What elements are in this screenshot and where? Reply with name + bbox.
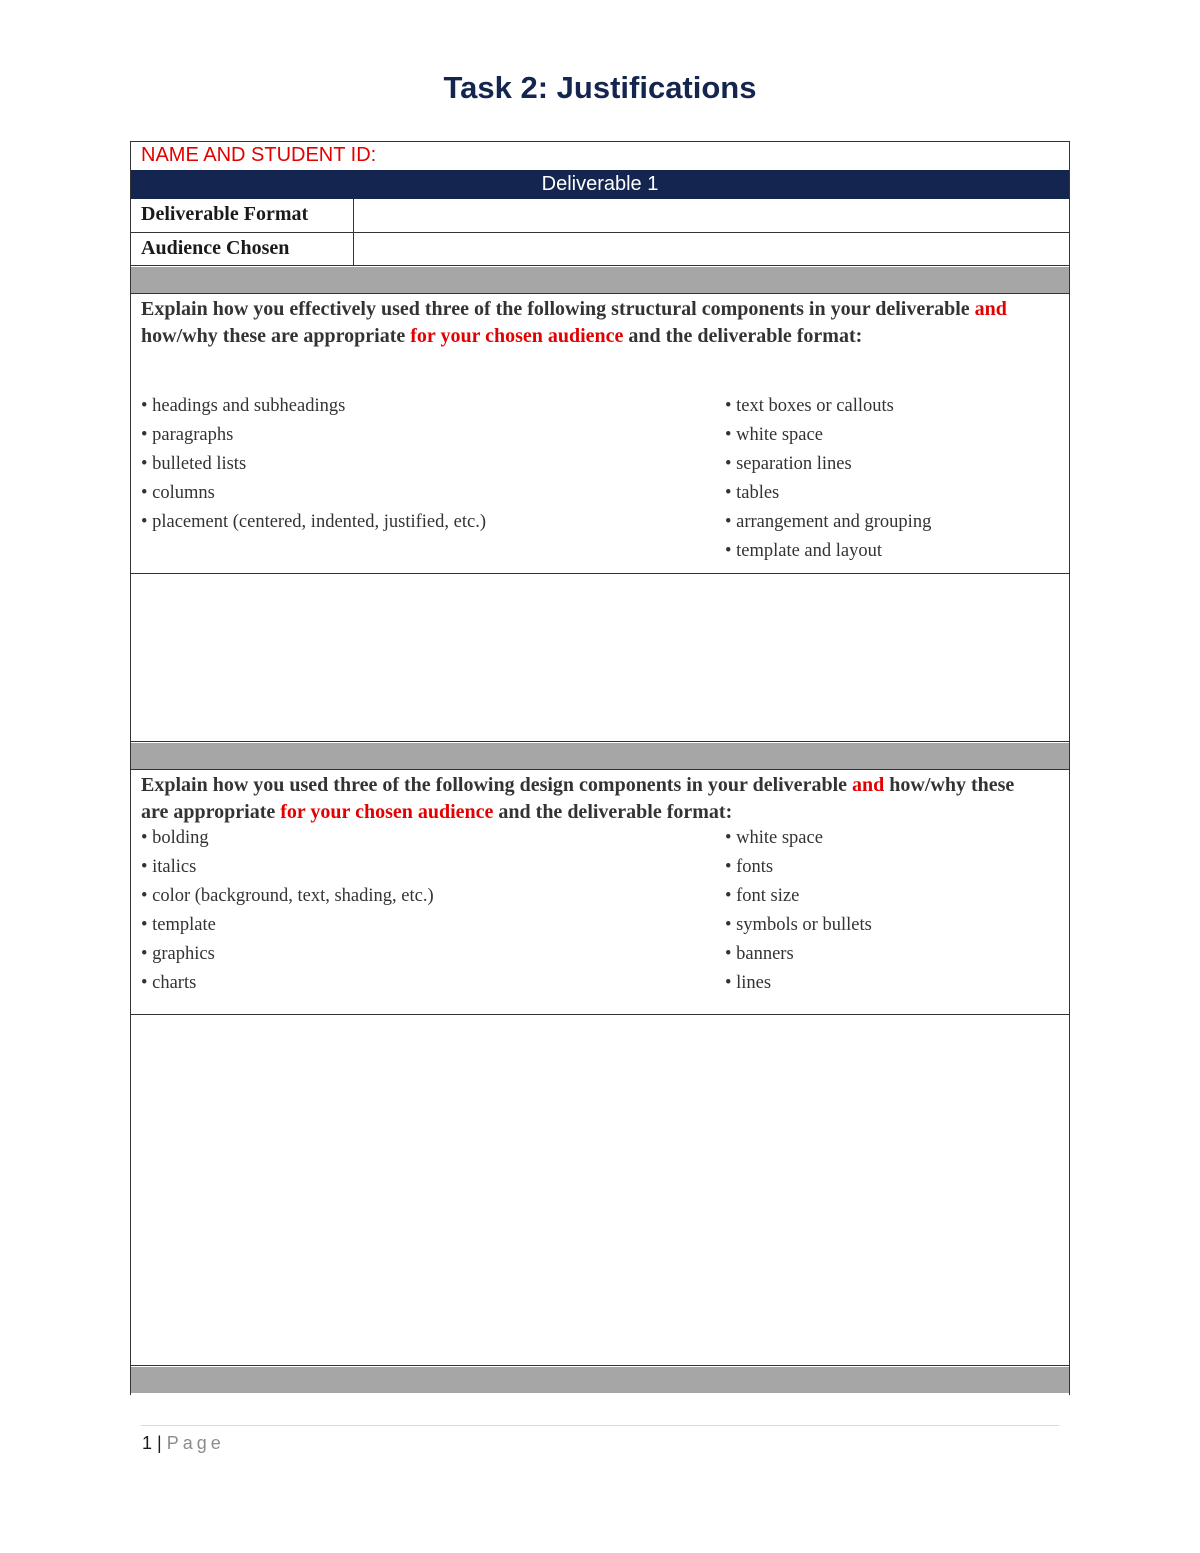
prompt-text: Explain how you used three of the following design components in your deliverable [141, 774, 852, 796]
name-student-id-label: NAME AND STUDENT ID: [141, 144, 377, 166]
list-item: • graphics [141, 940, 434, 969]
section-separator-bar [131, 1367, 1069, 1393]
list-item: • columns [141, 479, 486, 508]
prompt-text: Explain how you effectively used three of the following structural components in your deliverable [141, 298, 975, 320]
structural-list-left [141, 392, 486, 537]
page-number: 1 [142, 1433, 153, 1453]
list-item: • symbols or bullets [725, 911, 872, 940]
deliverable-header: Deliverable 1 [131, 170, 1069, 199]
list-item: • text boxes or callouts [725, 392, 931, 421]
page-word: Page [166, 1433, 225, 1453]
page-footer [142, 1433, 225, 1454]
design-components-prompt [141, 772, 1041, 826]
row-divider [131, 1365, 1069, 1366]
section-separator-bar [131, 267, 1069, 293]
list-item: • font size [725, 882, 872, 911]
list-item: • template and layout [725, 537, 931, 566]
row-divider [131, 293, 1069, 294]
justification-form [130, 141, 1070, 1395]
prompt-text: and the deliverable format: [623, 325, 863, 347]
list-item: • fonts [725, 853, 872, 882]
section-separator-bar [131, 743, 1069, 769]
list-item: • lines [725, 969, 872, 998]
list-item: • banners [725, 940, 872, 969]
list-item: • white space [725, 824, 872, 853]
prompt-emphasis: for your chosen audience [280, 801, 494, 823]
list-item: • headings and subheadings [141, 392, 486, 421]
prompt-text: how/why these are appropriate [141, 325, 411, 347]
list-item: • bolding [141, 824, 434, 853]
list-item: • bulleted lists [141, 450, 486, 479]
list-item: • color (background, text, shading, etc.) [141, 882, 434, 911]
list-item: • white space [725, 421, 931, 450]
prompt-emphasis: for your chosen audience [410, 325, 624, 347]
footer-divider [141, 1425, 1059, 1426]
list-item: • paragraphs [141, 421, 486, 450]
list-item: • charts [141, 969, 434, 998]
prompt-emphasis: and [974, 298, 1007, 320]
design-list-left [141, 824, 434, 998]
structural-answer-area[interactable] [131, 574, 1069, 741]
list-item: • tables [725, 479, 931, 508]
row-divider [131, 769, 1069, 770]
structural-components-prompt [141, 296, 1041, 350]
prompt-emphasis: and [852, 774, 885, 796]
footer-separator: | [152, 1433, 167, 1453]
audience-chosen-label: Audience Chosen [141, 237, 290, 259]
list-item: • template [141, 911, 434, 940]
structural-list-right [725, 392, 931, 566]
deliverable-format-label: Deliverable Format [141, 203, 309, 225]
design-answer-area[interactable] [131, 1015, 1069, 1365]
row-divider [131, 741, 1069, 742]
page-title: Task 2: Justifications [443, 70, 757, 105]
design-list-right [725, 824, 872, 998]
row-divider [131, 265, 1069, 266]
list-item: • italics [141, 853, 434, 882]
list-item: • placement (centered, indented, justified, etc.) [141, 508, 486, 537]
prompt-text: how/why these are appropriate [141, 774, 1015, 823]
prompt-text: and the deliverable format: [493, 801, 733, 823]
list-item: • separation lines [725, 450, 931, 479]
list-item: • arrangement and grouping [725, 508, 931, 537]
row-divider [131, 232, 1069, 233]
